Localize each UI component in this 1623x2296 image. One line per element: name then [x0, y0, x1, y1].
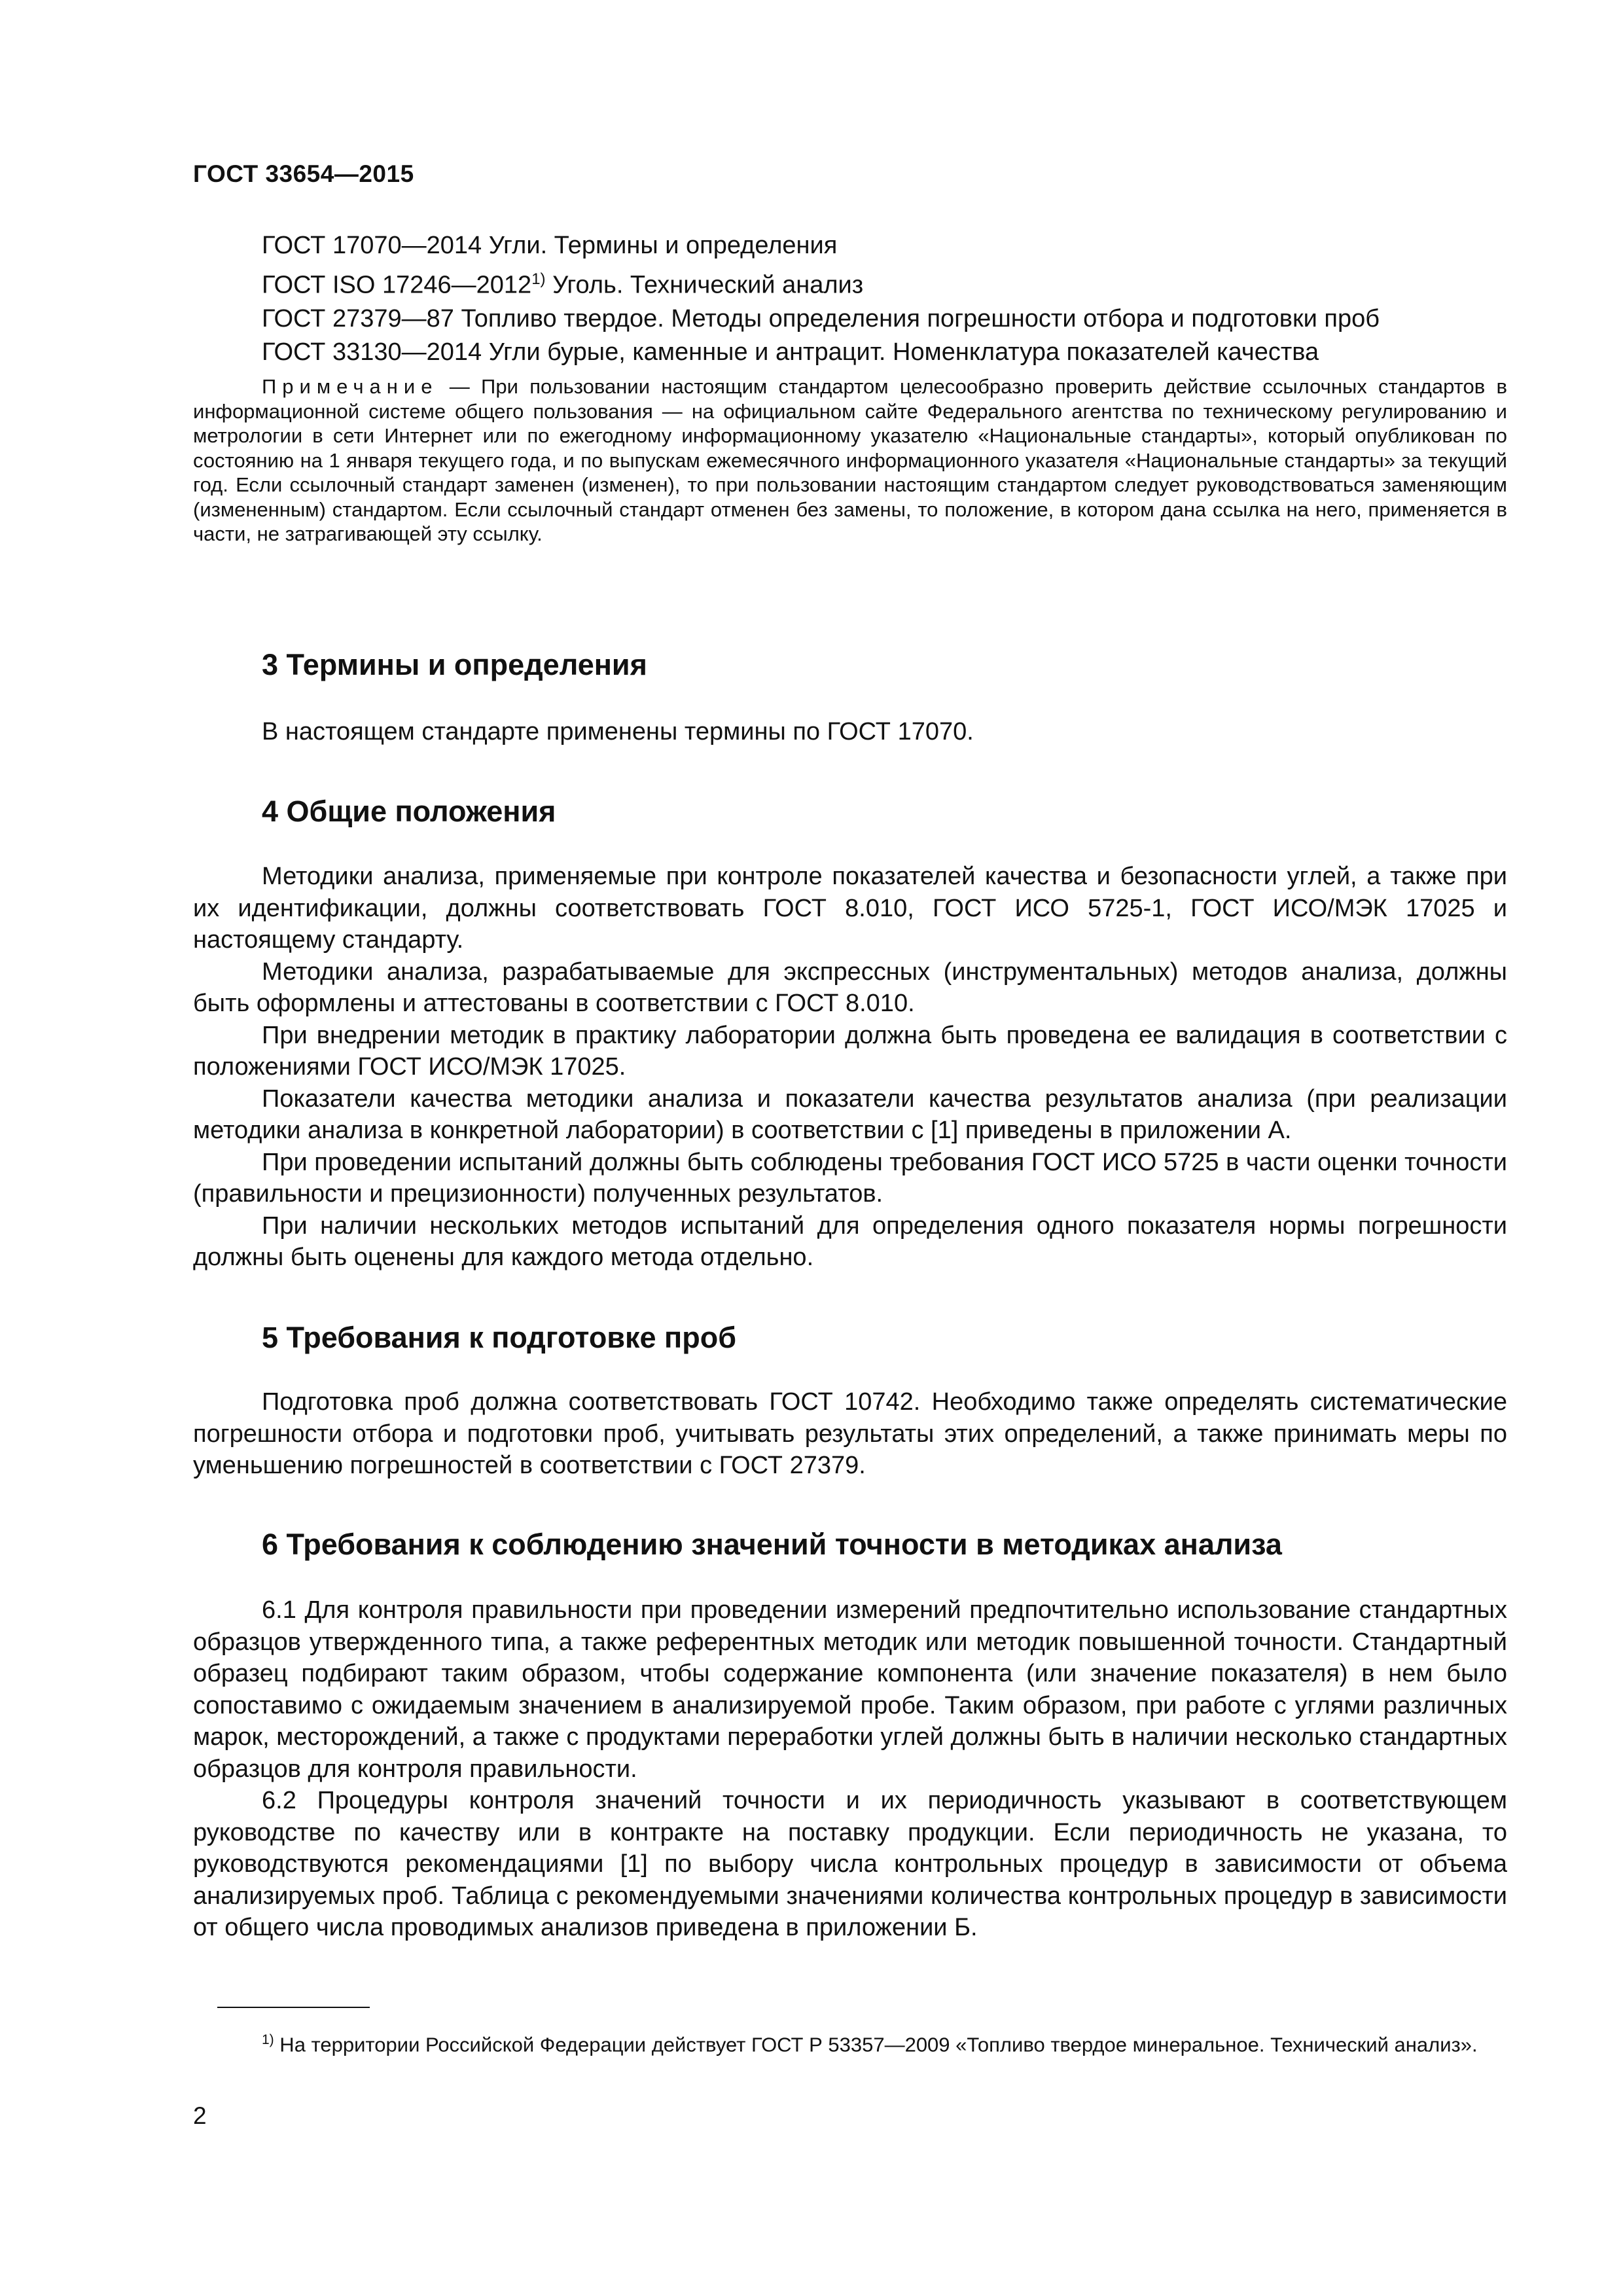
references-list: [262, 229, 1508, 369]
footnote-text: На территории Российской Федерации действует ГОСТ Р 53357—2009 «Топливо твердое минеральное. Технический анализ».: [274, 2033, 1478, 2056]
paragraph: 6.2 Процедуры контроля значений точности и их периодичность указывают в соответствующем руководстве по качеству или в контракте на поставку продукции. Если периодичность не указана, то руководствуются рекомендациями [1] по выбору числа контрольных процедур в зависимости от объема анализируемых проб. Таблица с рекомендуемыми значениями количества контрольных процедур в зависимости от общего числа проводимых анализов приведена в приложении Б.: [193, 1787, 1507, 1941]
reference-text: ГОСТ 33130—2014 Угли бурые, каменные и антрацит. Номенклатура показателей качества: [262, 338, 1319, 366]
reference-item: [262, 262, 1508, 302]
note-text: — При пользовании настоящим стандартом целесообразно проверить действие ссылочных стандартов в информационной системе общего пользования — на официальном сайте Федерального агентства по техническому регулированию и метрологии в сети Интернет или по ежегодному информационному указателю «Национальные стандарты», который опубликован по состоянию на 1 января текущего года, и по выпускам ежемесячного информационного указателя «Национальные стандарты» за текущий год. Если ссылочный стандарт заменен (изменен), то при пользовании настоящим стандартом следует руководствоваться заменяющим (измененным) стандартом. Если ссылочный стандарт отменен без замены, то положение, в котором дана ссылка на него, применяется в части, не затрагивающей эту ссылку.: [193, 375, 1507, 545]
section-6-title: 6 Требования к соблюдению значений точности в методиках анализа: [262, 1528, 1282, 1561]
paragraph: Методики анализа, применяемые при контроле показателей качества и безопасности углей, а также при их идентификации, должны соответствовать ГОСТ 8.010, ГОСТ ИСО 5725-1, ГОСТ ИСО/МЭК 17025 и настоящему стандарту.: [193, 863, 1507, 954]
paragraph: Подготовка проб должна соответствовать ГОСТ 10742. Необходимо также определять систематические погрешности отбора и подготовки проб, учитывать результаты этих определений, а также принимать меры по уменьшению погрешностей в соответствии с ГОСТ 27379.: [193, 1388, 1507, 1479]
footnote: [193, 2026, 1507, 2058]
section-4-body: [193, 861, 1507, 1274]
section-5-title: 5 Требования к подготовке проб: [262, 1321, 736, 1354]
paragraph: При проведении испытаний должны быть соблюдены требования ГОСТ ИСО 5725 в части оценки точности (правильности и прецизионности) полученных результатов.: [193, 1148, 1507, 1208]
reference-text: ГОСТ 17070—2014 Угли. Термины и определения: [262, 232, 838, 259]
note-block: [193, 374, 1507, 547]
reference-text-after: Уголь. Технический анализ: [545, 271, 864, 299]
paragraph: При наличии нескольких методов испытаний для определения одного показателя нормы погрешности должны быть оценены для каждого метода отдельно.: [193, 1211, 1507, 1271]
section-6-body: [193, 1594, 1507, 1944]
reference-text: ГОСТ ISO 17246—2012: [262, 271, 532, 299]
paragraph: Методики анализа, разрабатываемые для экспрессных (инструментальных) методов анализа, должны быть оформлены и аттестованы в соответствии с ГОСТ 8.010.: [193, 958, 1507, 1017]
paragraph: Показатели качества методики анализа и показатели качества результатов анализа (при реализации методики анализа в конкретной лаборатории) в соответствии с [1] приведены в приложении А.: [193, 1085, 1507, 1144]
footnote-marker[interactable]: 1): [531, 270, 546, 288]
reference-item: [262, 229, 1508, 262]
footnote-divider: [217, 2007, 370, 2008]
note-label: Примечание: [262, 375, 438, 398]
section-3-body: [193, 716, 1507, 748]
reference-item: [262, 336, 1508, 369]
section-3-title: 3 Термины и определения: [262, 648, 647, 681]
footnote-marker: 1): [262, 2032, 274, 2047]
section-4-title: 4 Общие положения: [262, 795, 556, 828]
paragraph: При внедрении методик в практику лаборатории должна быть проведена ее валидация в соответствии с положениями ГОСТ ИСО/МЭК 17025.: [193, 1021, 1507, 1081]
paragraph: 6.1 Для контроля правильности при проведении измерений предпочтительно использование стандартных образцов утвержденного типа, а также референтных методик или методик повышенной точности. Стандартный образец подбирают таким образом, чтобы содержание компонента (или значение показателя) в нем было сопоставимо с ожидаемым значением в анализируемой пробе. Таким образом, при работе с углями различных марок, месторождений, а также с продуктами переработки углей должны быть в наличии несколько стандартных образцов для контроля правильности.: [193, 1596, 1507, 1783]
paragraph: В настоящем стандарте применены термины по ГОСТ 17070.: [262, 718, 974, 745]
document-header: ГОСТ 33654—2015: [193, 160, 414, 187]
reference-item: [262, 302, 1508, 336]
document-page: [193, 0, 1507, 2296]
reference-text: ГОСТ 27379—87 Топливо твердое. Методы определения погрешности отбора и подготовки проб: [262, 304, 1380, 332]
section-5-body: [193, 1386, 1507, 1482]
page-number: 2: [193, 2102, 207, 2129]
